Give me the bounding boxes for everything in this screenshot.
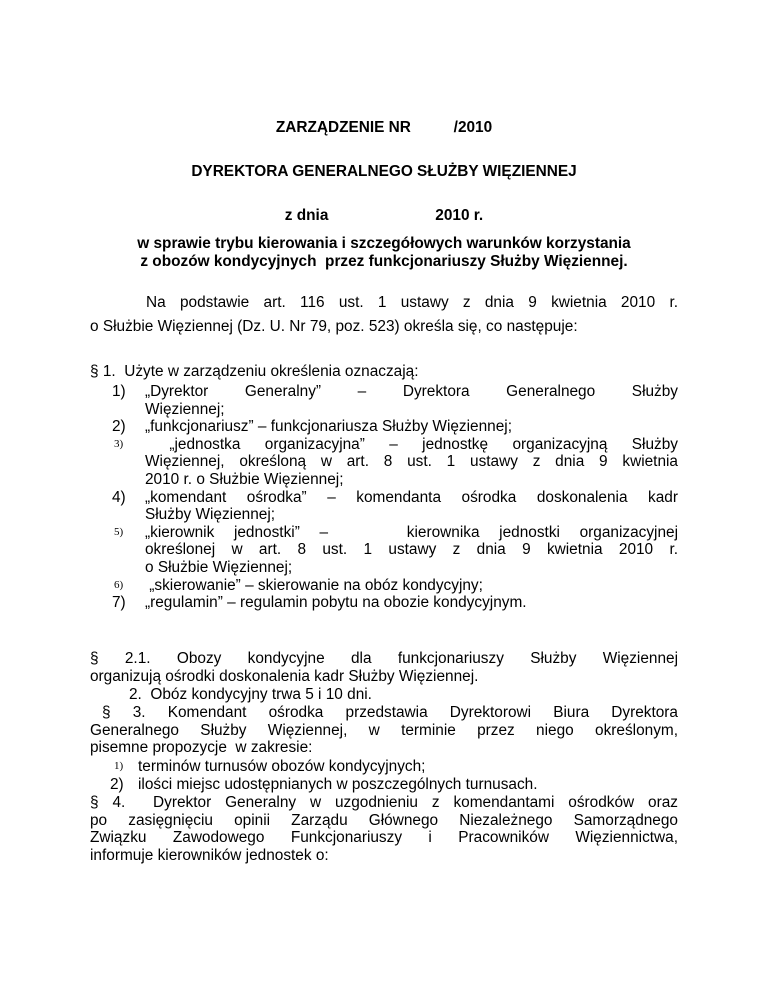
legal-basis-line-1: Na podstawie art. 116 ust. 1 ustawy z dnia 9 kwietnia 2010 r. [146,294,678,311]
list-item [90,758,678,776]
section-3-line-3: pisemne propozycje w zakresie: [90,739,313,757]
section-4-line-4: informuje kierowników jednostek o: [90,846,329,864]
list-item-number: 2) [110,775,124,793]
list-item-text: o Służbie Więziennej; [145,558,293,576]
subject-heading [90,235,678,271]
section-4-paragraph [90,794,678,864]
section-2-point-2: 2. Obóz kondycyjny trwa 5 i 10 dni. [129,686,372,703]
list-item-number: 6) [114,578,124,591]
section-4-line-3: Związku Zawodowego Funkcjonariuszy i Pracowników Więziennictwa, [90,829,678,847]
list-item [90,577,678,595]
section-4-line-1: § 4. Dyrektor Generalny w uzgodnieniu z komendantami ośrodków oraz [90,794,678,811]
list-item-text: ilości miejsc udostępnianych w poszczególnych turnusach. [138,775,538,793]
section-4-line-2: po zasięgnięciu opinii Zarządu Głównego Niezależnego Samorządnego [90,811,678,829]
list-item [90,776,678,794]
list-item-text: Służby Więziennej; [145,506,276,524]
section-2-line-1: § 2.1. Obozy kondycyjne dla funkcjonariuszy Służby Więziennej [90,650,678,667]
title-issuer: DYREKTORA GENERALNEGO SŁUŻBY WIĘZIENNEJ [191,163,577,180]
section-3-line-1: § 3. Komendant ośrodka przedstawia Dyrektorowi Biura Dyrektora [102,704,678,721]
list-item-text: „regulamin” – regulamin pobytu na obozie kondycyjnym. [145,594,527,612]
section-1-heading: § 1. Użyte w zarządzeniu określenia oznaczają: [90,363,419,380]
title-order-number: ZARZĄDZENIE NR /2010 [275,119,493,136]
list-item-text: „Dyrektor Generalny” – Dyrektora Generalnego Służby [145,383,678,400]
list-item-text: Więziennej; [145,400,225,418]
list-item-text: Więziennej, określoną w art. 8 ust. 1 ustawy z dnia 9 kwietnia [145,453,678,471]
list-item-text: „jednostka organizacyjna” – jednostkę organizacyjną Służby [145,435,678,453]
list-item-number: 1) [114,760,124,772]
list-item-text: terminów turnusów obozów kondycyjnych; [138,758,426,775]
list-item [90,524,678,577]
list-item-text: 2010 r. o Służbie Więziennej; [145,470,344,488]
list-item-text: „kierownik jednostki” – kierownika jednostki organizacyjnej [145,523,678,541]
subject-line-1: w sprawie trybu kierowania i szczegółowych warunków korzystania [137,235,631,252]
section-2-line-2: organizują ośrodki doskonalenia kadr Służby Więziennej. [90,667,479,685]
list-item-number: 2) [112,418,126,436]
list-item [90,436,678,489]
list-item-number: 4) [112,488,126,506]
legal-basis-paragraph [90,291,678,339]
legal-basis-line-2: o Służbie Więziennej (Dz. U. Nr 79, poz. 523) określa się, co następuje: [90,318,578,335]
list-item-text: określonej w art. 8 ust. 1 ustawy z dnia 9 kwietnia 2010 r. [145,541,678,559]
section-2-paragraph [90,650,678,685]
section-3-list [90,758,678,793]
list-item [90,489,678,524]
list-item-text: „komendant ośrodka” – komendanta ośrodka doskonalenia kadr [145,488,678,506]
definitions-list [90,383,678,612]
list-item [90,383,678,418]
section-3-paragraph [90,704,678,757]
list-item-text: „funkcjonariusz” – funkcjonariusza Służby Więziennej; [145,418,512,436]
subject-line-2: z obozów kondycyjnych przez funkcjonariuszy Służby Więziennej. [140,253,628,270]
list-item-number: 1) [112,383,126,400]
list-item-number: 3) [114,437,124,450]
title-date: z dnia 2010 r. [284,207,484,224]
list-item-text: „skierowanie” – skierowanie na obóz kondycyjny; [145,576,483,594]
list-item [90,594,678,612]
list-item-number: 7) [112,594,126,612]
list-item [90,418,678,436]
section-3-line-2: Generalnego Służby Więziennej, w terminie przez niego określonym, [90,721,678,739]
list-item-number: 5) [114,525,124,538]
